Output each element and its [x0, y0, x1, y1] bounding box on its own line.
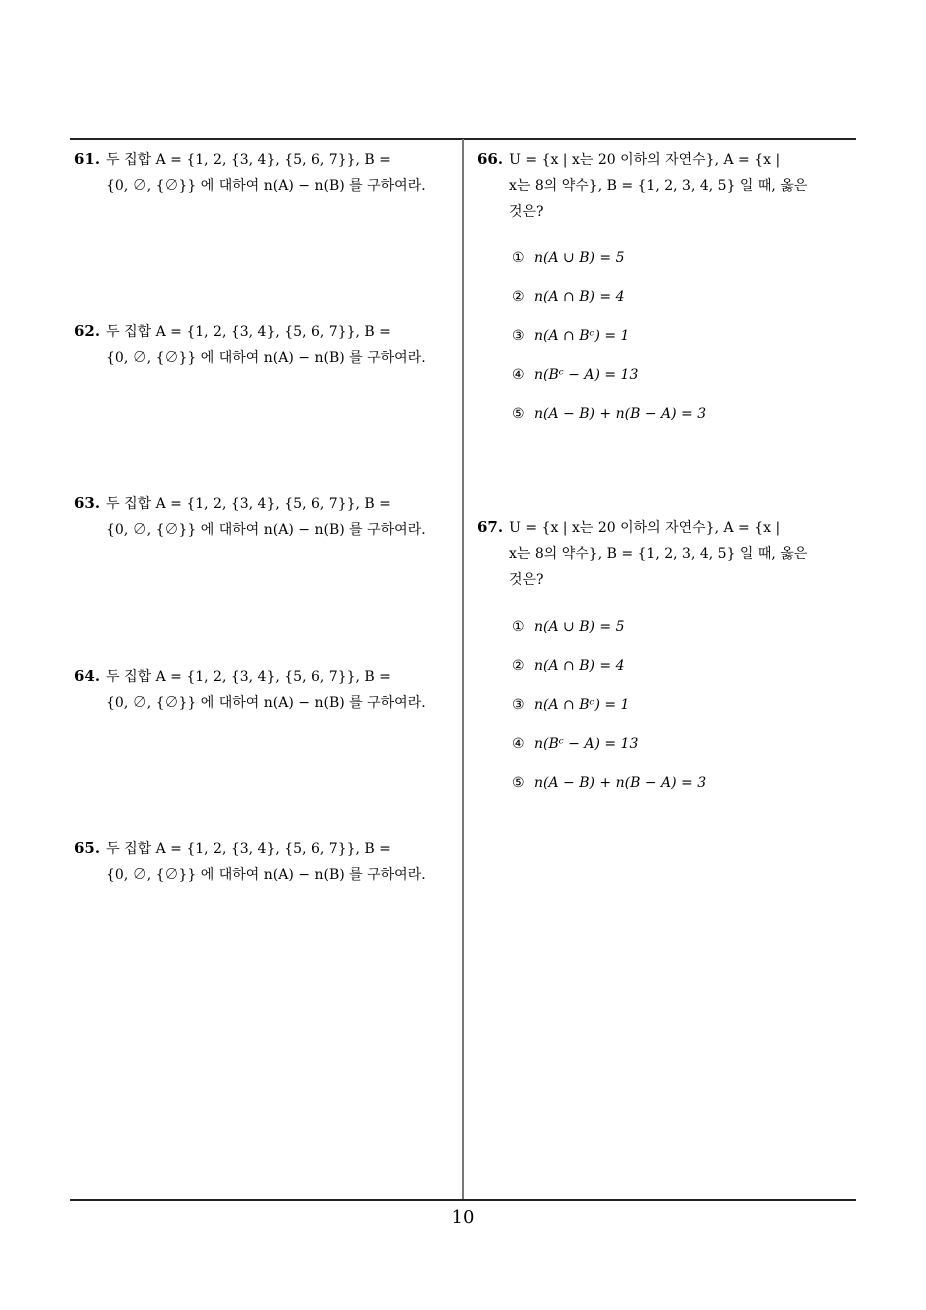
bottom-rule: [70, 1199, 856, 1201]
problem-text-line1: 두 집합 A = {1, 2, {3, 4}, {5, 6, 7}}, B =: [106, 669, 391, 685]
choice-mark: ④: [512, 367, 525, 383]
problem-text-line2: x는 8의 약수}, B = {1, 2, 3, 4, 5} 일 때, 옳은: [509, 178, 808, 194]
problem-number: 66.: [477, 150, 504, 168]
choice-mark: ⑤: [512, 406, 525, 422]
choice-mark: ②: [512, 289, 525, 305]
choice-1: [512, 619, 625, 635]
problem-text-line2: {0, ∅, {∅}} 에 대하여 n(A) − n(B) 를 구하여라.: [106, 695, 426, 711]
problem-66: [477, 146, 859, 225]
problem-number: 64.: [74, 667, 101, 685]
choice-mark: ④: [512, 736, 525, 752]
choice-text: n(Bᶜ − A) = 13: [534, 367, 639, 383]
problem-62: [74, 318, 456, 371]
choice-3: [512, 328, 629, 344]
problem-63: [74, 490, 456, 543]
choice-4: [512, 736, 638, 752]
choice-text: n(A − B) + n(B − A) = 3: [534, 406, 707, 422]
problem-text-line2: {0, ∅, {∅}} 에 대하여 n(A) − n(B) 를 구하여라.: [106, 867, 426, 883]
choice-2: [512, 658, 625, 674]
choice-4: [512, 367, 638, 383]
choice-3: [512, 697, 629, 713]
problem-number: 63.: [74, 494, 101, 512]
problem-number: 62.: [74, 322, 101, 340]
choice-text: n(A ∪ B) = 5: [534, 619, 625, 635]
problem-text-line2: {0, ∅, {∅}} 에 대하여 n(A) − n(B) 를 구하여라.: [106, 178, 426, 194]
choice-text: n(Bᶜ − A) = 13: [534, 736, 639, 752]
problem-number: 65.: [74, 839, 101, 857]
choice-mark: ③: [512, 697, 525, 713]
problem-text-line2: x는 8의 약수}, B = {1, 2, 3, 4, 5} 일 때, 옳은: [509, 546, 808, 562]
page-number: 10: [451, 1207, 475, 1228]
choice-mark: ③: [512, 328, 525, 344]
problem-text-line1: 두 집합 A = {1, 2, {3, 4}, {5, 6, 7}}, B =: [106, 324, 391, 340]
choice-text: n(A ∩ Bᶜ) = 1: [534, 328, 630, 344]
column-divider: [462, 139, 464, 1200]
problem-text-line3: 것은?: [509, 572, 544, 588]
choice-5: [512, 406, 706, 422]
problem-text-line1: 두 집합 A = {1, 2, {3, 4}, {5, 6, 7}}, B =: [106, 152, 391, 168]
problem-text-line1: U = {x | x는 20 이하의 자연수}, A = {x |: [509, 152, 781, 168]
choice-text: n(A ∩ B) = 4: [534, 658, 625, 674]
problem-text-line1: U = {x | x는 20 이하의 자연수}, A = {x |: [509, 520, 781, 536]
choice-text: n(A ∩ B) = 4: [534, 289, 625, 305]
choice-mark: ①: [512, 619, 525, 635]
choice-5: [512, 775, 706, 791]
problem-65: [74, 835, 456, 888]
problem-64: [74, 663, 456, 716]
choice-mark: ①: [512, 250, 525, 266]
problem-67: [477, 514, 859, 593]
problem-number: 67.: [477, 518, 504, 536]
choice-2: [512, 289, 625, 305]
choice-1: [512, 250, 625, 266]
choice-text: n(A ∪ B) = 5: [534, 250, 625, 266]
problem-text-line3: 것은?: [509, 204, 544, 220]
choice-text: n(A − B) + n(B − A) = 3: [534, 775, 707, 791]
problem-text-line2: {0, ∅, {∅}} 에 대하여 n(A) − n(B) 를 구하여라.: [106, 522, 426, 538]
choice-text: n(A ∩ Bᶜ) = 1: [534, 697, 630, 713]
choice-mark: ⑤: [512, 775, 525, 791]
problem-text-line2: {0, ∅, {∅}} 에 대하여 n(A) − n(B) 를 구하여라.: [106, 350, 426, 366]
problem-text-line1: 두 집합 A = {1, 2, {3, 4}, {5, 6, 7}}, B =: [106, 496, 391, 512]
choice-mark: ②: [512, 658, 525, 674]
problem-61: [74, 146, 456, 199]
problem-text-line1: 두 집합 A = {1, 2, {3, 4}, {5, 6, 7}}, B =: [106, 841, 391, 857]
problem-number: 61.: [74, 150, 101, 168]
